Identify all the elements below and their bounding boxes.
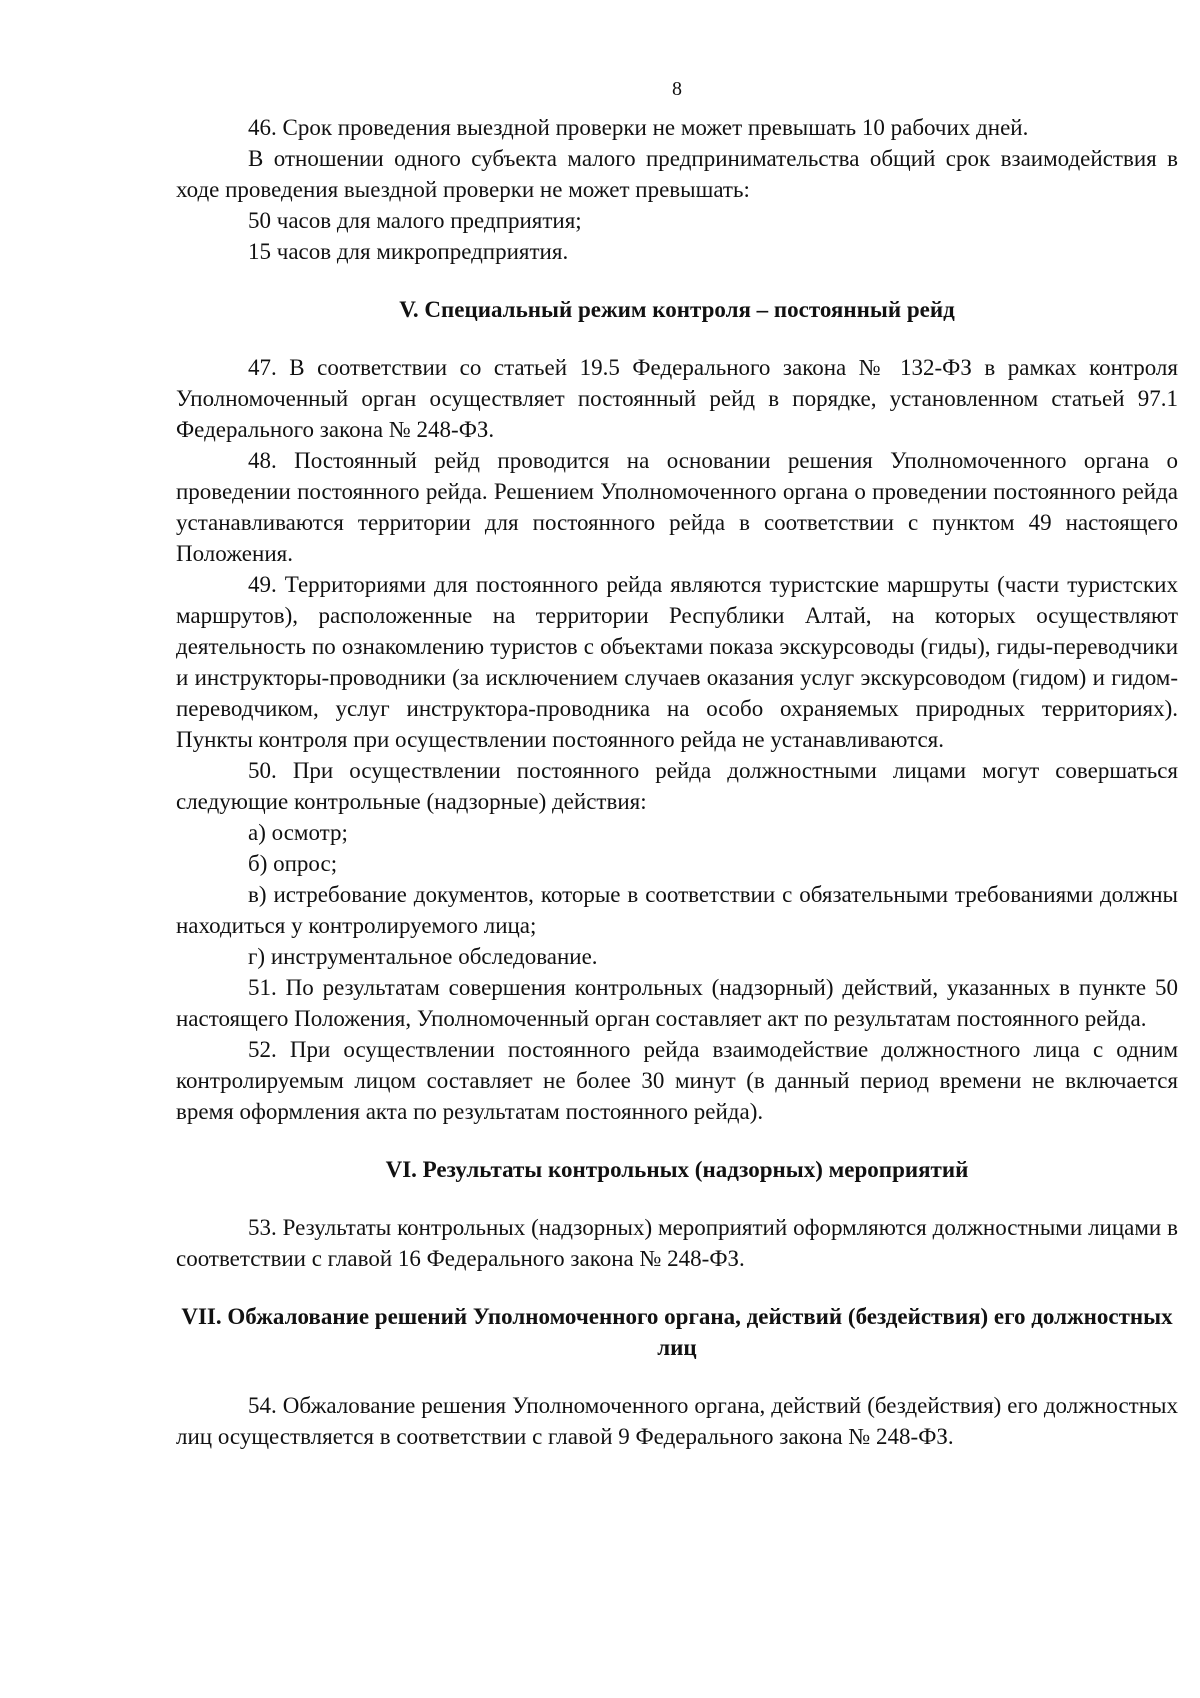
paragraph-46: 46. Срок проведения выездной проверки не может превышать 10 рабочих дней. xyxy=(248,115,1029,140)
paragraph-48: 48. Постоянный рейд проводится на основании решения Уполномоченного органа о проведении постоянного рейда. Решением Уполномоченного органа о проведении постоянного рейда устанавливаются территории для постоянного рейда в соответствии с пунктом 49 настоящего Положения. xyxy=(176,448,1178,566)
paragraph-47: 47. В соответствии со статьей 19.5 Федерального закона № 132-ФЗ в рамках контроля Уполномоченный орган осуществляет постоянный рейд в порядке, установленном статьей 97.1 Федерального закона № 248-ФЗ. xyxy=(176,355,1178,442)
paragraph-46-small-enterprise: 50 часов для малого предприятия; xyxy=(248,208,582,233)
section-5-heading: V. Специальный режим контроля – постоянный рейд xyxy=(399,297,955,322)
paragraph-50-item-g: г) инструментальное обследование. xyxy=(248,944,598,969)
paragraph-50: 50. При осуществлении постоянного рейда должностными лицами могут совершаться следующие контрольные (надзорные) действия: xyxy=(176,758,1178,814)
paragraph-46-micro-enterprise: 15 часов для микропредприятия. xyxy=(248,239,569,264)
page-number: 8 xyxy=(672,78,682,100)
paragraph-51: 51. По результатам совершения контрольных (надзорный) действий, указанных в пункте 50 настоящего Положения, Уполномоченный орган составляет акт по результатам постоянного рейда. xyxy=(176,975,1178,1031)
paragraph-52: 52. При осуществлении постоянного рейда взаимодействие должностного лица с одним контролируемым лицом составляет не более 30 минут (в данный период времени не включается время оформления акта по результатам постоянного рейда). xyxy=(176,1037,1178,1124)
section-6-heading: VI. Результаты контрольных (надзорных) мероприятий xyxy=(385,1157,969,1182)
paragraph-50-item-a: а) осмотр; xyxy=(248,820,348,845)
paragraph-53: 53. Результаты контрольных (надзорных) мероприятий оформляются должностными лицами в соответствии с главой 16 Федерального закона № 248-ФЗ. xyxy=(176,1215,1178,1271)
section-7-heading: VII. Обжалование решений Уполномоченного органа, действий (бездействия) его должностных лиц xyxy=(181,1304,1173,1360)
document-page xyxy=(176,74,1178,1452)
paragraph-54: 54. Обжалование решения Уполномоченного органа, действий (бездействия) его должностных лиц осуществляется в соответствии с главой 9 Федерального закона № 248-ФЗ. xyxy=(176,1393,1178,1449)
paragraph-50-item-v: в) истребование документов, которые в соответствии с обязательными требованиями должны находиться у контролируемого лица; xyxy=(176,882,1178,938)
paragraph-50-item-b: б) опрос; xyxy=(248,851,338,876)
paragraph-49: 49. Территориями для постоянного рейда являются туристские маршруты (части туристских маршрутов), расположенные на территории Республики Алтай, на которых осуществляют деятельность по ознакомлению туристов с объектами показа экскурсоводы (гиды), гиды-переводчики и инструкторы-проводники (за исключением случаев оказания услуг экскурсоводом (гидом) и гидом-переводчиком, услуг инструктора-проводника на особо охраняемых природных территориях). Пункты контроля при осуществлении постоянного рейда не устанавливаются. xyxy=(176,572,1178,752)
paragraph-46-interaction-term: В отношении одного субъекта малого предпринимательства общий срок взаимодействия в ходе проведения выездной проверки не может превышать: xyxy=(176,146,1178,202)
